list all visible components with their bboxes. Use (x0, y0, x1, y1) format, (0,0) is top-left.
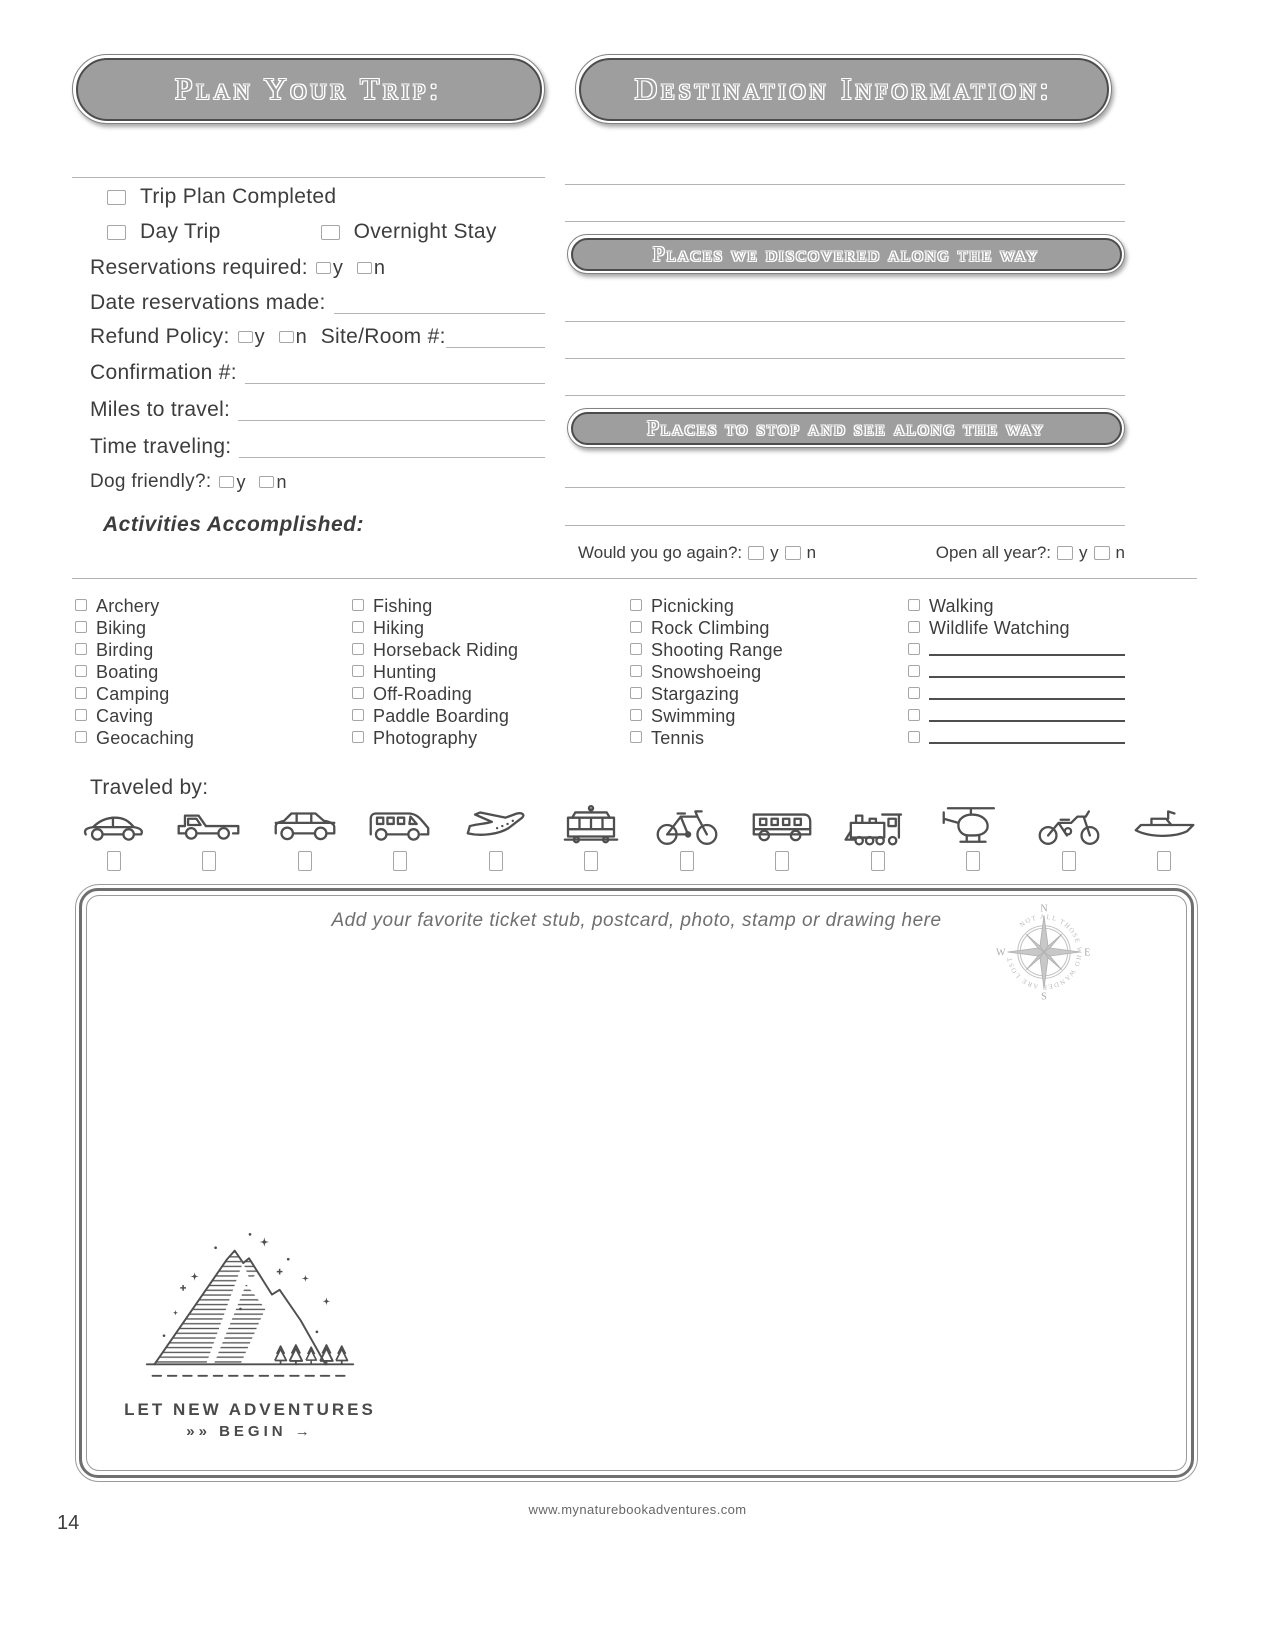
activity-item (75, 640, 194, 662)
activity-label: Rock Climbing (651, 618, 770, 638)
activity-label: Swimming (651, 706, 736, 726)
miles-label: Miles to travel: (90, 398, 231, 421)
activity-checkbox[interactable] (75, 731, 87, 743)
activity-checkbox[interactable] (630, 599, 642, 611)
activity-checkbox[interactable] (352, 731, 364, 743)
activity-label: Birding (96, 640, 154, 660)
places-discovered-write-line[interactable] (565, 321, 1125, 322)
dog-friendly-no-checkbox[interactable] (259, 476, 274, 488)
miles-row (90, 397, 545, 423)
time-traveling-label: Time traveling: (90, 435, 232, 458)
time-traveling-input-line[interactable] (239, 457, 545, 458)
activity-checkbox[interactable] (630, 643, 642, 655)
reservations-required-row (90, 255, 545, 281)
reservations-no-label: n (373, 256, 385, 279)
day-trip-label: Day Trip (140, 220, 221, 243)
activity-checkbox[interactable] (352, 621, 364, 633)
activity-item (75, 596, 194, 618)
open-all-year-label: Open all year?: (935, 543, 1052, 562)
left-top-separator (72, 177, 545, 178)
traveled-by-motorcycle-checkbox[interactable] (1062, 851, 1076, 871)
destination-information-header (575, 54, 1112, 124)
activity-write-in-line[interactable] (929, 662, 1125, 678)
compass-rose-icon (994, 902, 1094, 1002)
activity-checkbox[interactable] (908, 621, 920, 633)
reservations-yes-checkbox[interactable] (316, 262, 331, 274)
activities-column-1 (75, 596, 194, 750)
places-discovered-header (567, 234, 1125, 274)
activity-checkbox[interactable] (630, 709, 642, 721)
activity-item (630, 618, 783, 640)
would-go-again-yes-label: y (770, 543, 779, 562)
activity-label: Shooting Range (651, 640, 783, 660)
activity-checkbox[interactable] (352, 643, 364, 655)
activity-checkbox[interactable] (908, 687, 920, 699)
activity-label: Biking (96, 618, 147, 638)
reservations-required-label: Reservations required: (90, 256, 308, 279)
open-all-year-no-checkbox[interactable] (1094, 546, 1110, 560)
badge-line1: LET NEW ADVENTURES (124, 1400, 376, 1419)
activity-write-in-line[interactable] (929, 684, 1125, 700)
activity-checkbox[interactable] (75, 599, 87, 611)
places-to-stop-header-fill (571, 412, 1122, 445)
plan-your-trip-header (72, 54, 545, 124)
activities-column-2 (352, 596, 518, 750)
activity-item-blank (908, 728, 1125, 750)
would-go-again-yes-checkbox[interactable] (748, 546, 764, 560)
refund-yes-checkbox[interactable] (238, 331, 253, 343)
confirmation-input-line[interactable] (245, 383, 545, 384)
activity-checkbox[interactable] (75, 621, 87, 633)
compass-motto: NOT ALL THOSE WHO WANDER ARE LOST (1006, 913, 1083, 991)
activity-write-in-line[interactable] (929, 640, 1125, 656)
train-icon (842, 802, 914, 848)
activity-label: Hiking (373, 618, 425, 638)
activity-item-blank (908, 684, 1125, 706)
places-discovered-write-line[interactable] (565, 395, 1125, 396)
activity-checkbox[interactable] (352, 709, 364, 721)
would-go-again-no-checkbox[interactable] (785, 546, 801, 560)
activity-item (630, 684, 783, 706)
activity-item (352, 618, 518, 640)
scrapbook-prompt: Add your favorite ticket stub, postcard, photo, stamp or drawing here (331, 910, 942, 931)
activities-heading: Activities Accomplished: (103, 513, 364, 536)
traveled-by-tram-checkbox[interactable] (584, 851, 598, 871)
confirmation-row (90, 360, 545, 386)
activity-item (352, 640, 518, 662)
traveled-by-pickup-checkbox[interactable] (202, 851, 216, 871)
plan-your-trip-title: Plan Your Trip: (175, 71, 442, 106)
overnight-stay-checkbox[interactable] (321, 225, 340, 240)
pickup-truck-icon (173, 802, 245, 848)
compass-s-label: S (1041, 991, 1047, 1002)
activity-checkbox[interactable] (908, 731, 920, 743)
traveled-by-label: Traveled by: (90, 776, 209, 799)
activities-column-3 (630, 596, 783, 750)
scrapbook-area[interactable] (86, 895, 1187, 1471)
destination-write-line[interactable] (565, 221, 1125, 222)
activity-checkbox[interactable] (630, 621, 642, 633)
activity-label: Geocaching (96, 728, 195, 748)
bus-icon (746, 802, 818, 848)
activity-label: Tennis (651, 728, 705, 748)
activity-checkbox[interactable] (75, 643, 87, 655)
refund-yes-label: y (254, 325, 265, 348)
traveled-by-bus-checkbox[interactable] (775, 851, 789, 871)
date-reservations-input-line[interactable] (334, 313, 545, 314)
page-number: 14 (57, 1512, 80, 1534)
places-discovered-header-fill (571, 238, 1122, 271)
van-icon (364, 802, 436, 848)
places-to-stop-header (567, 408, 1125, 448)
traveled-by-train-checkbox[interactable] (871, 851, 885, 871)
date-reservations-row (90, 290, 545, 316)
open-all-year-no-label: n (1115, 543, 1125, 562)
activity-item-blank (908, 662, 1125, 684)
activity-checkbox[interactable] (908, 599, 920, 611)
activity-checkbox[interactable] (908, 709, 920, 721)
activity-label: Wildlife Watching (929, 618, 1070, 638)
activity-checkbox[interactable] (75, 687, 87, 699)
refund-policy-row (90, 324, 545, 350)
activity-item (908, 596, 1125, 618)
reservations-yes-label: y (332, 256, 343, 279)
airplane-icon (460, 802, 532, 848)
activity-checkbox[interactable] (630, 665, 642, 677)
vehicle-checkboxes-row (78, 851, 1200, 871)
activity-label: Boating (96, 662, 159, 682)
compass-n-label: N (1040, 903, 1048, 915)
activity-label: Caving (96, 706, 154, 726)
compass-e-label: E (1084, 947, 1091, 959)
traveled-by-helicopter-checkbox[interactable] (966, 851, 980, 871)
traveled-by-airplane-checkbox[interactable] (489, 851, 503, 871)
dog-friendly-yes-checkbox[interactable] (219, 476, 234, 488)
activity-item-blank (908, 706, 1125, 728)
activity-label: Snowshoeing (651, 662, 762, 682)
time-traveling-row (90, 434, 545, 460)
open-all-year-yes-checkbox[interactable] (1057, 546, 1073, 560)
date-reservations-label: Date reservations made: (90, 291, 326, 314)
traveled-by-yacht-checkbox[interactable] (1157, 851, 1171, 871)
open-all-year-group (936, 543, 1125, 563)
activity-item (908, 618, 1125, 640)
activity-checkbox[interactable] (352, 687, 364, 699)
activity-item (352, 596, 518, 618)
activity-item (75, 728, 194, 750)
yacht-icon (1128, 802, 1200, 848)
trip-type-row (107, 219, 545, 245)
activity-item (352, 684, 518, 706)
activity-item (75, 618, 194, 640)
activity-item (630, 728, 783, 750)
would-go-again-no-label: n (806, 543, 817, 562)
day-trip-checkbox[interactable] (107, 225, 126, 240)
scrapbook-frame-mid (79, 888, 1194, 1478)
activity-write-in-line[interactable] (929, 728, 1125, 744)
car-icon (78, 802, 150, 848)
activity-label: Camping (96, 684, 170, 704)
dog-friendly-yes-label: y (236, 471, 246, 492)
activity-item (75, 662, 194, 684)
miles-input-line[interactable] (238, 420, 545, 421)
scrapbook-frame (75, 884, 1198, 1482)
badge-line2: »» BEGIN → (186, 1423, 314, 1440)
would-go-again-group (578, 543, 816, 563)
activities-separator (72, 578, 1197, 579)
activity-item (352, 662, 518, 684)
trip-plan-completed-label: Trip Plan Completed (140, 185, 337, 208)
activity-item (352, 706, 518, 728)
tram-icon (555, 802, 627, 848)
traveled-by-suv-checkbox[interactable] (298, 851, 312, 871)
activity-checkbox[interactable] (908, 665, 920, 677)
trip-plan-completed-row (107, 184, 545, 210)
activity-checkbox[interactable] (75, 665, 87, 677)
open-all-year-yes-label: y (1079, 543, 1088, 562)
destination-information-title: Destination Information: (634, 71, 1053, 106)
mountain-illustration-icon (135, 1221, 365, 1393)
vehicle-icons-row (78, 802, 1200, 848)
activity-item (630, 706, 783, 728)
compass-w-label: W (995, 947, 1006, 959)
activity-write-in-line[interactable] (929, 706, 1125, 722)
refund-no-label: n (295, 325, 307, 348)
questions-row (578, 543, 1125, 563)
site-room-input-line[interactable] (446, 347, 545, 348)
activity-label: Paddle Boarding (373, 706, 510, 726)
traveled-by-bicycle-checkbox[interactable] (680, 851, 694, 871)
activity-label: Photography (373, 728, 478, 748)
activity-item (75, 684, 194, 706)
activities-column-4 (908, 596, 1125, 750)
activity-checkbox[interactable] (630, 731, 642, 743)
plan-your-trip-header-fill (76, 58, 542, 121)
activity-item-blank (908, 640, 1125, 662)
dog-friendly-no-label: n (276, 471, 287, 492)
destination-information-header-fill (579, 58, 1109, 121)
destination-write-line[interactable] (565, 184, 1125, 185)
activity-label: Hunting (373, 662, 437, 682)
trip-plan-completed-checkbox[interactable] (107, 190, 126, 205)
dog-friendly-row (90, 469, 545, 495)
motorcycle-icon (1033, 802, 1105, 848)
places-to-stop-write-line[interactable] (565, 525, 1125, 526)
refund-no-checkbox[interactable] (279, 331, 294, 343)
activity-checkbox[interactable] (630, 687, 642, 699)
activity-item (75, 706, 194, 728)
activity-label: Walking (929, 596, 994, 616)
traveled-by-car-checkbox[interactable] (107, 851, 121, 871)
overnight-stay-label: Overnight Stay (353, 220, 497, 243)
traveled-by-van-checkbox[interactable] (393, 851, 407, 871)
refund-policy-label: Refund Policy: (90, 325, 230, 348)
activity-checkbox[interactable] (352, 599, 364, 611)
activity-label: Off-Roading (373, 684, 472, 704)
activity-checkbox[interactable] (908, 643, 920, 655)
helicopter-icon (937, 802, 1009, 848)
places-to-stop-title: Places to stop and see along the way (647, 415, 1045, 440)
activity-label: Stargazing (651, 684, 740, 704)
footer-url: www.mynaturebookadventures.com (528, 1502, 747, 1517)
reservations-no-checkbox[interactable] (357, 262, 372, 274)
site-room-label: Site/Room #: (320, 325, 446, 348)
activity-label: Archery (96, 596, 160, 616)
activity-checkbox[interactable] (75, 709, 87, 721)
dog-friendly-label: Dog friendly?: (90, 471, 212, 492)
would-go-again-label: Would you go again?: (578, 543, 743, 562)
places-discovered-write-line[interactable] (565, 358, 1125, 359)
activity-item (630, 662, 783, 684)
activity-label: Horseback Riding (373, 640, 519, 660)
activity-label: Fishing (373, 596, 433, 616)
adventure-badge (115, 1221, 385, 1440)
activity-label: Picnicking (651, 596, 735, 616)
confirmation-label: Confirmation #: (90, 361, 237, 384)
activity-item (630, 640, 783, 662)
bicycle-icon (651, 802, 723, 848)
places-to-stop-write-line[interactable] (565, 487, 1125, 488)
activity-item (352, 728, 518, 750)
activity-item (630, 596, 783, 618)
activity-checkbox[interactable] (352, 665, 364, 677)
places-discovered-title: Places we discovered along the way (652, 241, 1040, 266)
suv-icon (269, 802, 341, 848)
